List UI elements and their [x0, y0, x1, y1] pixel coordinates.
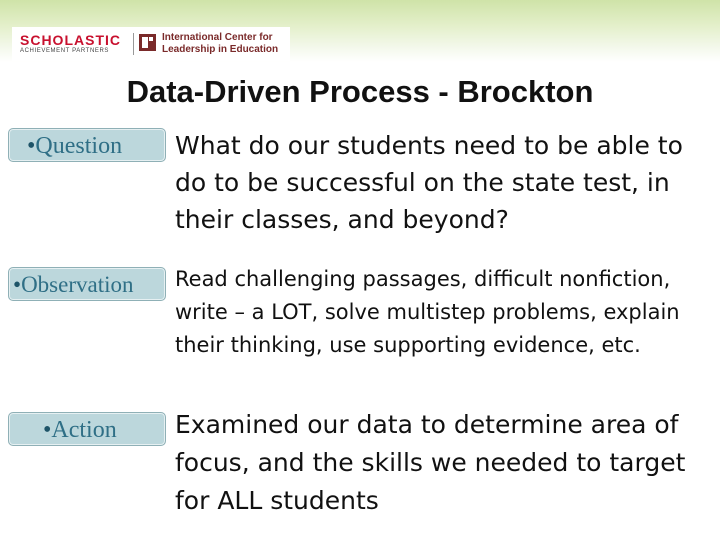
icle-square-icon: [139, 34, 156, 51]
icle-name-line1: International Center for: [162, 32, 273, 43]
logo-divider: [133, 33, 134, 55]
scholastic-logo: SCHOLASTIC: [20, 32, 121, 48]
icle-name-line2: Leadership in Education: [162, 44, 279, 55]
scholastic-tagline: ACHIEVEMENT PARTNERS: [20, 48, 110, 54]
observation-tag: [8, 267, 166, 301]
bullet-icon: •: [43, 417, 52, 443]
partner-logos: [12, 27, 290, 61]
question-label: Question: [35, 133, 123, 159]
question-text: What do our students need to be able to do to be successful on the state test, in their classes, and beyond?: [175, 131, 683, 234]
action-label: Action: [51, 417, 117, 443]
action-text: Examined our data to determine area of focus, and the skills we needed to target for ALL students: [175, 410, 686, 515]
slide-title: Data-Driven Process - Brockton: [126, 74, 594, 109]
question-tag: [8, 128, 166, 162]
bullet-icon: •: [13, 272, 22, 297]
observation-label: Observation: [21, 272, 134, 297]
header-band: [0, 0, 720, 62]
bullet-icon: •: [27, 133, 36, 159]
observation-text: Read challenging passages, difficult nonfiction, write – a LOT, solve multistep problems, explain their thinking, use supporting evidence, etc.: [175, 267, 680, 357]
action-tag: [8, 412, 166, 446]
